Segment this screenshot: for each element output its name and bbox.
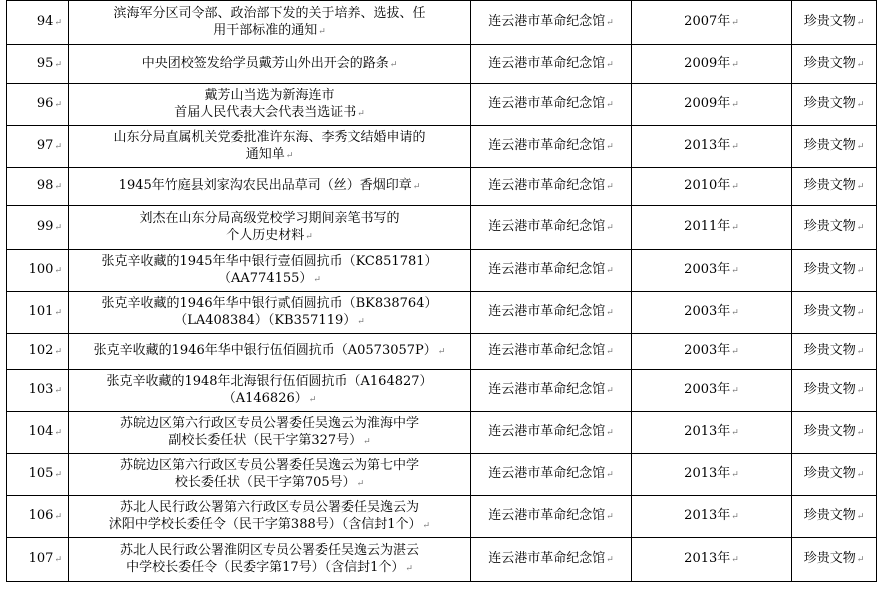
relic-grade-text: 珍贵文物	[803, 508, 856, 523]
table-row	[7, 206, 877, 250]
paragraph-mark-icon: ↵	[606, 59, 614, 70]
relic-grade-text: 珍贵文物	[803, 138, 856, 153]
relic-name	[69, 45, 471, 84]
paragraph-mark-icon: ↵	[731, 100, 739, 110]
relic-grade-text: 珍贵文物	[803, 262, 856, 277]
row-number-text: 107	[28, 551, 54, 566]
paragraph-mark-icon: ↵	[606, 142, 614, 152]
relic-name-line: 苏皖边区第六行政区专员公署委任吴逸云为第七中学	[119, 457, 419, 473]
acquisition-year-text: 2011年	[684, 219, 731, 234]
row-number-text: 106	[28, 508, 54, 523]
relic-grade	[792, 45, 877, 84]
relic-name	[69, 126, 471, 168]
relic-name-line-wrap	[71, 55, 468, 74]
relic-name-line-wrap	[71, 474, 468, 493]
relics-table-body	[7, 1, 877, 582]
paragraph-mark-icon: ↵	[856, 470, 865, 480]
acquisition-year	[632, 292, 792, 334]
row-number	[7, 168, 69, 206]
row-number	[7, 538, 69, 582]
paragraph-mark-icon: ↵	[606, 182, 614, 192]
relic-name-line-wrap	[71, 516, 468, 535]
row-number	[7, 454, 69, 496]
institution	[471, 45, 632, 84]
acquisition-year	[632, 84, 792, 126]
relic-name-line-wrap	[71, 146, 468, 165]
relic-name-line: 副校长委任状（民干字第327号）	[168, 432, 363, 448]
institution	[471, 454, 632, 496]
paragraph-mark-icon: ↵	[856, 428, 865, 438]
row-number	[7, 250, 69, 292]
paragraph-mark-icon: ↵	[731, 18, 739, 28]
paragraph-mark-icon: ↵	[54, 470, 62, 480]
relic-name-line: 苏北人民行政公署第六行政区专员公署委任吴逸云为	[119, 499, 419, 515]
paragraph-mark-icon: ↵	[731, 470, 739, 480]
acquisition-year-text: 2003年	[684, 262, 731, 277]
paragraph-mark-icon: ↵	[308, 394, 317, 405]
row-number	[7, 412, 69, 454]
relic-grade-text: 珍贵文物	[803, 466, 856, 481]
table-row	[7, 334, 877, 370]
table-row	[7, 126, 877, 168]
row-number	[7, 334, 69, 370]
paragraph-mark-icon: ↵	[54, 182, 62, 192]
acquisition-year-text: 2013年	[684, 551, 731, 566]
acquisition-year	[632, 370, 792, 412]
acquisition-year	[632, 538, 792, 582]
paragraph-mark-icon: ↵	[731, 347, 739, 357]
relic-name	[69, 168, 471, 206]
relic-name-line-wrap	[71, 177, 468, 196]
row-number-text: 104	[28, 424, 54, 439]
row-number-text: 101	[28, 304, 54, 319]
paragraph-mark-icon: ↵	[856, 386, 865, 396]
relic-name-line-wrap	[71, 390, 468, 409]
paragraph-mark-icon: ↵	[856, 555, 865, 565]
relic-name-line-wrap	[71, 312, 468, 331]
relic-name-line: 山东分局直属机关党委批准许东海、李秀文结婚申请的	[113, 129, 426, 145]
relic-name-line-wrap	[71, 104, 468, 123]
row-number-text: 98	[36, 178, 54, 193]
paragraph-mark-icon: ↵	[856, 142, 865, 152]
relic-name	[69, 206, 471, 250]
row-number	[7, 496, 69, 538]
row-number-text: 95	[36, 55, 54, 71]
institution	[471, 496, 632, 538]
row-number-text: 99	[36, 219, 54, 234]
paragraph-mark-icon: ↵	[437, 347, 446, 357]
acquisition-year-text: 2013年	[684, 508, 731, 523]
paragraph-mark-icon: ↵	[606, 308, 614, 318]
row-number	[7, 1, 69, 45]
relic-grade-text: 珍贵文物	[803, 304, 856, 319]
institution	[471, 538, 632, 582]
paragraph-mark-icon: ↵	[731, 555, 739, 565]
row-number	[7, 370, 69, 412]
relic-name-line: 个人历史材料	[226, 227, 305, 243]
relic-name-line: 校长委任状（民干字第705号）	[174, 474, 356, 490]
relic-name-line: 张克辛收藏的1946年华中银行伍佰圆抗币（A0573057P）	[93, 343, 437, 358]
relic-name-line: （LA408384）（KB357119）	[174, 312, 357, 328]
relic-name-line-wrap	[71, 22, 468, 41]
table-row	[7, 370, 877, 412]
table-row	[7, 250, 877, 292]
acquisition-year-text: 2009年	[684, 96, 731, 111]
paragraph-mark-icon: ↵	[856, 182, 865, 192]
acquisition-year	[632, 1, 792, 45]
row-number-text: 103	[28, 382, 54, 397]
paragraph-mark-icon: ↵	[54, 347, 62, 357]
row-number-text: 105	[28, 466, 54, 481]
relic-grade-text: 珍贵文物	[803, 178, 856, 193]
paragraph-mark-icon: ↵	[731, 182, 739, 192]
relic-name-line-wrap	[71, 270, 468, 289]
row-number	[7, 84, 69, 126]
paragraph-mark-icon: ↵	[606, 100, 614, 110]
institution-text: 连云港市革命纪念馆	[488, 424, 606, 439]
institution	[471, 334, 632, 370]
paragraph-mark-icon: ↵	[606, 428, 614, 438]
row-number	[7, 206, 69, 250]
relic-name	[69, 370, 471, 412]
paragraph-mark-icon: ↵	[731, 223, 739, 233]
paragraph-mark-icon: ↵	[318, 26, 326, 37]
paragraph-mark-icon: ↵	[54, 266, 62, 276]
relic-name	[69, 1, 471, 45]
row-number	[7, 126, 69, 168]
acquisition-year	[632, 334, 792, 370]
paragraph-mark-icon: ↵	[606, 347, 614, 357]
institution	[471, 206, 632, 250]
acquisition-year-text: 2007年	[684, 14, 731, 29]
institution-text: 连云港市革命纪念馆	[488, 262, 606, 277]
paragraph-mark-icon: ↵	[54, 223, 62, 233]
relic-grade	[792, 454, 877, 496]
table-row	[7, 454, 877, 496]
relic-name	[69, 334, 471, 370]
relic-name	[69, 496, 471, 538]
table-row	[7, 496, 877, 538]
relic-name-line-wrap	[71, 559, 468, 578]
paragraph-mark-icon: ↵	[54, 555, 62, 565]
acquisition-year	[632, 45, 792, 84]
acquisition-year	[632, 126, 792, 168]
paragraph-mark-icon: ↵	[285, 150, 294, 161]
institution	[471, 292, 632, 334]
relic-grade-text: 珍贵文物	[803, 343, 856, 358]
institution-text: 连云港市革命纪念馆	[488, 508, 606, 523]
paragraph-mark-icon: ↵	[606, 386, 614, 396]
relic-name-line: 张克辛收藏的1948年北海银行伍佰圆抗币（A164827）	[106, 373, 433, 389]
relic-name	[69, 84, 471, 126]
paragraph-mark-icon: ↵	[606, 223, 614, 233]
institution-text: 连云港市革命纪念馆	[488, 304, 606, 319]
acquisition-year	[632, 412, 792, 454]
row-number-text: 100	[28, 262, 54, 277]
paragraph-mark-icon: ↵	[606, 512, 614, 522]
row-number-text: 97	[36, 138, 54, 153]
paragraph-mark-icon: ↵	[54, 59, 62, 70]
relic-grade	[792, 206, 877, 250]
relic-name-line: 张克辛收藏的1945年华中银行壹佰圆抗币（KC851781）	[101, 253, 438, 269]
relic-grade-text: 珍贵文物	[803, 424, 856, 439]
relic-name	[69, 292, 471, 334]
table-row	[7, 168, 877, 206]
paragraph-mark-icon: ↵	[606, 18, 614, 28]
relic-grade	[792, 412, 877, 454]
row-number-text: 96	[36, 96, 54, 111]
relic-grade-text: 珍贵文物	[803, 14, 856, 29]
paragraph-mark-icon: ↵	[856, 18, 865, 28]
relic-name-line-wrap	[71, 342, 468, 361]
paragraph-mark-icon: ↵	[357, 108, 365, 119]
table-row	[7, 45, 877, 84]
paragraph-mark-icon: ↵	[731, 59, 739, 70]
institution	[471, 84, 632, 126]
acquisition-year-text: 2003年	[684, 382, 731, 397]
relic-grade	[792, 292, 877, 334]
relic-name-line-wrap	[71, 227, 468, 246]
paragraph-mark-icon: ↵	[606, 470, 614, 480]
paragraph-mark-icon: ↵	[606, 266, 614, 276]
relic-name	[69, 538, 471, 582]
relic-grade	[792, 1, 877, 45]
acquisition-year	[632, 250, 792, 292]
relic-grade	[792, 126, 877, 168]
paragraph-mark-icon: ↵	[856, 100, 865, 110]
institution-text: 连云港市革命纪念馆	[488, 219, 606, 234]
institution-text: 连云港市革命纪念馆	[488, 343, 606, 358]
institution	[471, 126, 632, 168]
paragraph-mark-icon: ↵	[313, 274, 321, 285]
paragraph-mark-icon: ↵	[54, 512, 62, 522]
acquisition-year-text: 2003年	[684, 343, 731, 358]
relic-name-line: 中央团校签发给学员戴芳山外出开会的路条	[141, 55, 389, 71]
institution	[471, 168, 632, 206]
relic-name-line: 通知单	[245, 146, 285, 162]
acquisition-year-text: 2013年	[684, 138, 731, 153]
relic-name-line: 苏皖边区第六行政区专员公署委任吴逸云为淮海中学	[119, 415, 419, 431]
relic-grade-text: 珍贵文物	[803, 55, 856, 71]
relic-name-line: 首届人民代表大会代表当选证书	[174, 104, 357, 120]
paragraph-mark-icon: ↵	[856, 223, 865, 233]
acquisition-year-text: 2013年	[684, 424, 731, 439]
row-number	[7, 292, 69, 334]
paragraph-mark-icon: ↵	[54, 142, 62, 152]
acquisition-year-text: 2009年	[684, 55, 731, 71]
relic-grade	[792, 168, 877, 206]
institution-text: 连云港市革命纪念馆	[488, 382, 606, 397]
relic-grade-text: 珍贵文物	[803, 382, 856, 397]
relic-grade-text: 珍贵文物	[803, 551, 856, 566]
institution	[471, 1, 632, 45]
relic-name-line: 1945年竹庭县刘家沟农民出品草司（丝）香烟印章	[118, 178, 412, 193]
paragraph-mark-icon: ↵	[389, 59, 398, 70]
relic-name-line: （AA774155）	[218, 270, 313, 286]
row-number-text: 102	[28, 343, 54, 358]
institution	[471, 370, 632, 412]
relic-grade	[792, 370, 877, 412]
paragraph-mark-icon: ↵	[305, 231, 313, 242]
relics-table	[6, 0, 877, 582]
relic-grade	[792, 496, 877, 538]
relic-name-line: 刘杰在山东分局高级党校学习期间亲笔书写的	[139, 210, 400, 226]
acquisition-year	[632, 168, 792, 206]
paragraph-mark-icon: ↵	[356, 478, 365, 489]
paragraph-mark-icon: ↵	[363, 436, 371, 447]
relic-grade	[792, 84, 877, 126]
paragraph-mark-icon: ↵	[856, 512, 865, 522]
paragraph-mark-icon: ↵	[856, 347, 865, 357]
paragraph-mark-icon: ↵	[731, 512, 739, 522]
relic-name	[69, 412, 471, 454]
paragraph-mark-icon: ↵	[856, 266, 865, 276]
institution-text: 连云港市革命纪念馆	[488, 55, 606, 71]
institution	[471, 250, 632, 292]
paragraph-mark-icon: ↵	[54, 100, 62, 110]
acquisition-year	[632, 454, 792, 496]
relic-grade	[792, 334, 877, 370]
row-number-text: 94	[36, 14, 54, 29]
institution-text: 连云港市革命纪念馆	[488, 14, 606, 29]
paragraph-mark-icon: ↵	[412, 182, 421, 192]
paragraph-mark-icon: ↵	[357, 316, 365, 327]
paragraph-mark-icon: ↵	[856, 308, 865, 318]
acquisition-year	[632, 496, 792, 538]
institution	[471, 412, 632, 454]
acquisition-year-text: 2013年	[684, 466, 731, 481]
relic-name	[69, 250, 471, 292]
acquisition-year	[632, 206, 792, 250]
paragraph-mark-icon: ↵	[731, 386, 739, 396]
relic-name-line: 用干部标准的通知	[213, 22, 318, 38]
paragraph-mark-icon: ↵	[54, 386, 62, 396]
relic-grade-text: 珍贵文物	[803, 96, 856, 111]
relic-name	[69, 454, 471, 496]
relic-name-line: 中学校长委任令（民委字第17号）（含信封1个）	[126, 559, 405, 575]
relic-name-line: 沭阳中学校长委任令（民干字第388号）（含信封1个）	[108, 516, 422, 532]
relic-grade	[792, 538, 877, 582]
relic-name-line: 苏北人民行政公署淮阴区专员公署委任吴逸云为湛云	[119, 542, 419, 558]
paragraph-mark-icon: ↵	[54, 428, 62, 438]
table-row	[7, 538, 877, 582]
relic-name-line: 张克辛收藏的1946年华中银行贰佰圆抗币（BK838764）	[101, 295, 438, 311]
table-row	[7, 1, 877, 45]
relic-name-line-wrap	[71, 432, 468, 451]
institution-text: 连云港市革命纪念馆	[488, 178, 606, 193]
paragraph-mark-icon: ↵	[422, 520, 431, 531]
acquisition-year-text: 2010年	[684, 178, 731, 193]
acquisition-year-text: 2003年	[684, 304, 731, 319]
paragraph-mark-icon: ↵	[606, 555, 614, 565]
institution-text: 连云港市革命纪念馆	[488, 138, 606, 153]
paragraph-mark-icon: ↵	[54, 308, 62, 318]
paragraph-mark-icon: ↵	[731, 428, 739, 438]
paragraph-mark-icon: ↵	[731, 266, 739, 276]
table-row	[7, 292, 877, 334]
paragraph-mark-icon: ↵	[731, 308, 739, 318]
relic-name-line: 滨海军分区司令部、政治部下发的关于培养、选拔、任	[113, 5, 426, 21]
paragraph-mark-icon: ↵	[856, 59, 865, 70]
institution-text: 连云港市革命纪念馆	[488, 96, 606, 111]
relic-grade-text: 珍贵文物	[803, 219, 856, 234]
relic-grade	[792, 250, 877, 292]
table-row	[7, 412, 877, 454]
paragraph-mark-icon: ↵	[731, 142, 739, 152]
table-row	[7, 84, 877, 126]
institution-text: 连云港市革命纪念馆	[488, 551, 606, 566]
row-number	[7, 45, 69, 84]
institution-text: 连云港市革命纪念馆	[488, 466, 606, 481]
relic-name-line: （A146826）	[222, 390, 308, 406]
paragraph-mark-icon: ↵	[405, 563, 413, 574]
paragraph-mark-icon: ↵	[54, 18, 62, 28]
relic-name-line: 戴芳山当选为新海连市	[204, 87, 335, 103]
